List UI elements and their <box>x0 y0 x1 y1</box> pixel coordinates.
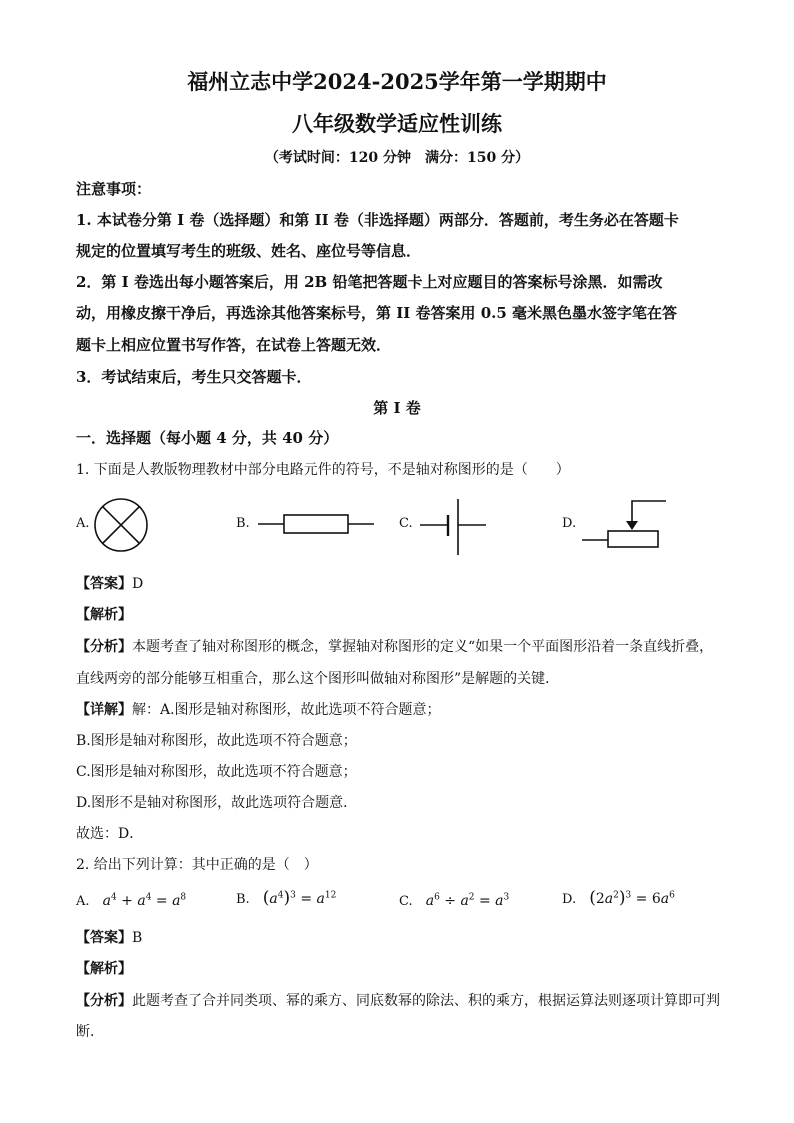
q1-option-d-label: D. <box>562 516 577 531</box>
rheostat-symbol-icon <box>580 497 670 553</box>
q2-option-a: A. $a^4 + a^4 = a^8$ <box>76 892 187 909</box>
q1-detail-line: 故选：D． <box>76 826 144 842</box>
q2-fenxi <box>76 990 720 1010</box>
q1-detail-line: B.图形是轴对称图形，故此选项不符合题意； <box>76 733 357 749</box>
q1-detail-line: D.图形不是轴对称图形，故此选项符合题意． <box>76 795 358 811</box>
q2-answer <box>76 927 142 947</box>
q1-answer <box>76 573 143 593</box>
q2-option-c-label: C. <box>399 894 413 909</box>
lamp-symbol-icon <box>92 496 152 556</box>
exam-subtitle: 八年级数学适应性训练 <box>292 111 502 136</box>
resistor-symbol-icon <box>256 510 378 538</box>
q1-option-a-label: A. <box>76 516 90 531</box>
volume-title: 第 I 卷 <box>373 399 421 417</box>
q2-option-d: D. $(2a^2)^3 = 6a^6$ <box>562 888 675 908</box>
q2-option-b-label: B. <box>236 892 250 907</box>
part1-title: 一．选择题（每小题 4 分，共 40 分） <box>76 429 339 447</box>
q1-option-c-label: C. <box>399 516 413 531</box>
notes-line: 2．第 I 卷选出每小题答案后，用 2B 铅笔把答题卡上对应题目的答案标号涂黑．如需改 <box>76 273 663 291</box>
answer-value: D <box>132 576 144 592</box>
notes-line: 题卡上相应位置书写作答，在试卷上答题无效． <box>76 336 392 354</box>
fenxi-tag: 【分析】 <box>76 639 132 655</box>
answer-tag: 【答案】 <box>76 930 132 946</box>
answer-tag: 【答案】 <box>76 576 132 592</box>
notes-line: 1. 本试卷分第 I 卷（选择题）和第 II 卷（非选择题）两部分．答题前，考生务必在答题卡 <box>76 211 679 229</box>
fenxi-tag: 【分析】 <box>76 993 132 1009</box>
fenxi-text: 本题考查了轴对称图形的概念，掌握轴对称图形的定义“如果一个平面图形沿着一条直线折叠， <box>132 639 714 655</box>
q2-option-d-label: D. <box>562 892 577 907</box>
notes-line: 规定的位置填写考生的班级、姓名、座位号等信息． <box>76 242 422 260</box>
q1-detail-line: C.图形是轴对称图形，故此选项不符合题意； <box>76 764 357 780</box>
detail-tag: 【详解】 <box>76 702 132 718</box>
q2-stem: 2. 给出下列计算：其中正确的是（ ） <box>76 857 318 873</box>
fenxi-text: 此题考查了合并同类项、幂的乘方、同底数幂的除法、积的乘方，根据运算法则逐项计算即可判 <box>132 993 720 1009</box>
battery-symbol-icon <box>418 496 490 558</box>
q2-option-b: B. $(a^4)^3 = a^{12}$ <box>236 888 337 908</box>
q1-stem: 1. 下面是人教版物理教材中部分电路元件的符号，不是轴对称图形的是（ ） <box>76 462 570 478</box>
q1-analysis-tag: 【解析】 <box>76 607 132 623</box>
exam-info: （考试时间：120 分钟 满分：150 分） <box>264 150 530 166</box>
q2-analysis-tag: 【解析】 <box>76 961 132 977</box>
notes-line: 动，用橡皮擦干净后，再选涂其他答案标号，第 II 卷答案用 0.5 毫米黑色墨水签字笔在答 <box>76 304 678 322</box>
exam-title: 福州立志中学2024-2025学年第一学期期中 <box>187 69 607 94</box>
answer-value: B <box>132 930 143 946</box>
q1-fenxi <box>76 636 713 656</box>
q2-option-a-label: A. <box>76 894 90 909</box>
q2-fenxi-cont: 断． <box>76 1024 104 1040</box>
detail-text: 解：A.图形是轴对称图形，故此选项不符合题意； <box>132 702 441 718</box>
notes-line: 3．考试结束后，考生只交答题卡． <box>76 368 312 386</box>
notes-heading: 注意事项： <box>76 180 152 198</box>
q1-option-b-label: B. <box>236 516 250 531</box>
q1-detail <box>76 699 441 719</box>
q1-fenxi-cont: 直线两旁的部分能够互相重合，那么这个图形叫做轴对称图形”是解题的关键． <box>76 671 560 687</box>
q2-option-c: C. $a^6 \div a^2 = a^3$ <box>399 892 510 909</box>
